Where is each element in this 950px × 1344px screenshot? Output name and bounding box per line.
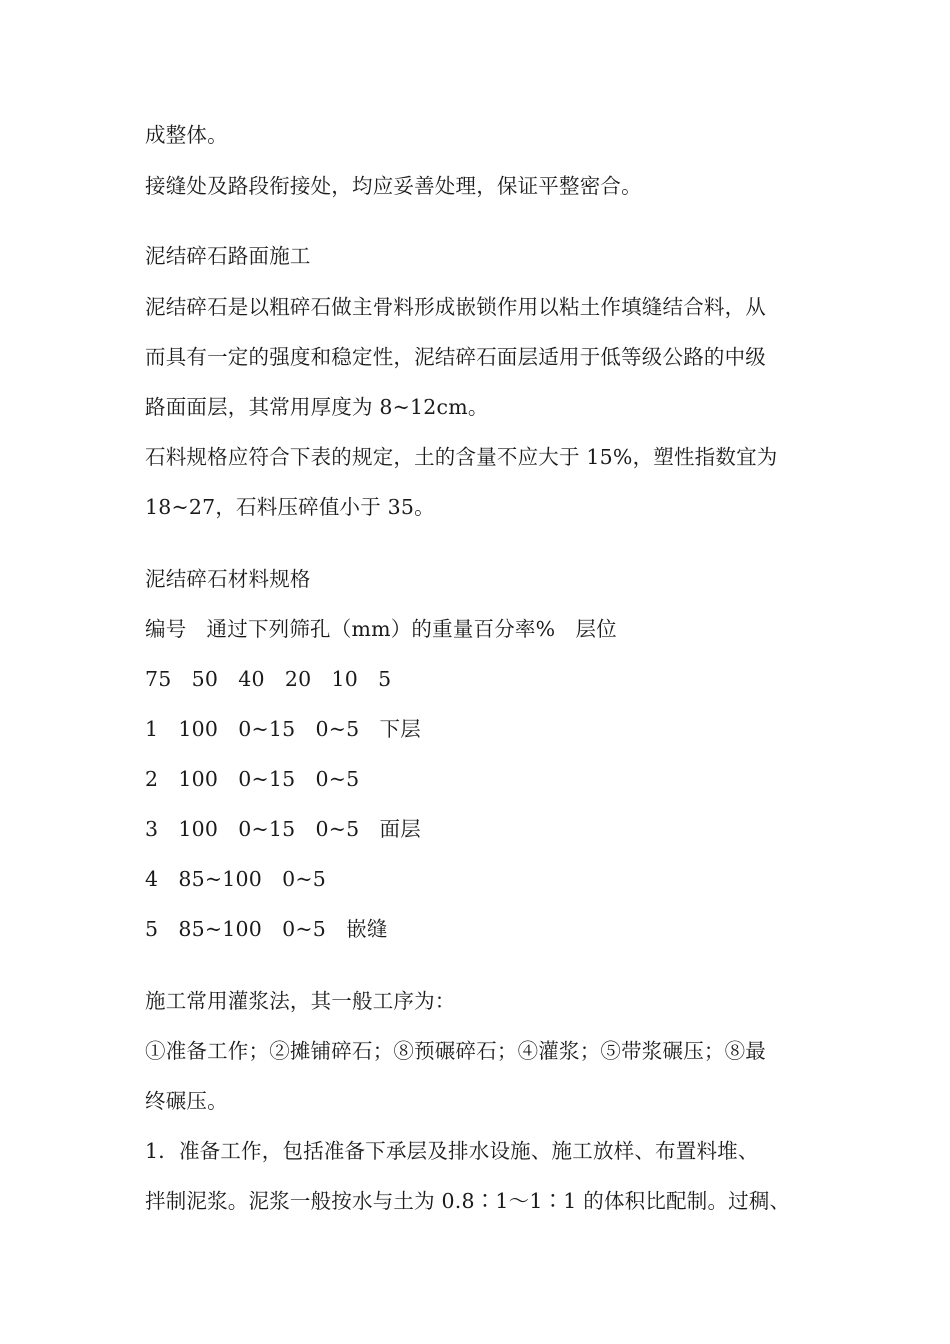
table-sieve-sizes-row: 75 50 40 20 10 5 [145, 667, 392, 691]
paragraph-definition-line-1: 泥结碎石是以粗碎石做主骨料形成嵌锁作用以粘土作填缝结合料，从 [145, 295, 766, 319]
paragraph-stone-spec-line-1: 石料规格应符合下表的规定，土的含量不应大于 15%，塑性指数宜为 [145, 445, 778, 469]
section-heading-construction: 泥结碎石路面施工 [145, 244, 311, 268]
paragraph-step-1-line-1: 1．准备工作，包括准备下承层及排水设施、施工放样、布置料堆、 [145, 1139, 759, 1163]
paragraph-definition-line-2: 而具有一定的强度和稳定性，泥结碎石面层适用于低等级公路的中级 [145, 345, 766, 369]
table-row: 2 100 0~15 0~5 [145, 767, 360, 791]
paragraph-procedure-line-2: 终碾压。 [145, 1089, 228, 1113]
table-row: 1 100 0~15 0~5 下层 [145, 717, 421, 741]
paragraph-stone-spec-line-2: 18~27，石料压碎值小于 35。 [145, 495, 435, 519]
table-header-row: 编号 通过下列筛孔（mm）的重量百分率% 层位 [145, 617, 617, 641]
table-row: 4 85~100 0~5 [145, 867, 326, 891]
paragraph-continuation-line: 成整体。 [145, 123, 228, 147]
paragraph-joint-treatment: 接缝处及路段衔接处，均应妥善处理，保证平整密合。 [145, 174, 642, 198]
paragraph-definition-line-3: 路面面层，其常用厚度为 8~12cm。 [145, 395, 489, 419]
table-row: 3 100 0~15 0~5 面层 [145, 817, 421, 841]
paragraph-procedure-line-1: ①准备工作；②摊铺碎石；⑧预碾碎石；④灌浆；⑤带浆碾压；⑧最 [145, 1039, 766, 1063]
table-title: 泥结碎石材料规格 [145, 567, 311, 591]
table-row: 5 85~100 0~5 嵌缝 [145, 917, 388, 941]
paragraph-step-1-line-2: 拌制泥浆。泥浆一般按水与土为 0.8∶1～1∶1 的体积比配制。过稠、 [145, 1189, 791, 1213]
paragraph-grouting-method: 施工常用灌浆法，其一般工序为： [145, 989, 456, 1013]
